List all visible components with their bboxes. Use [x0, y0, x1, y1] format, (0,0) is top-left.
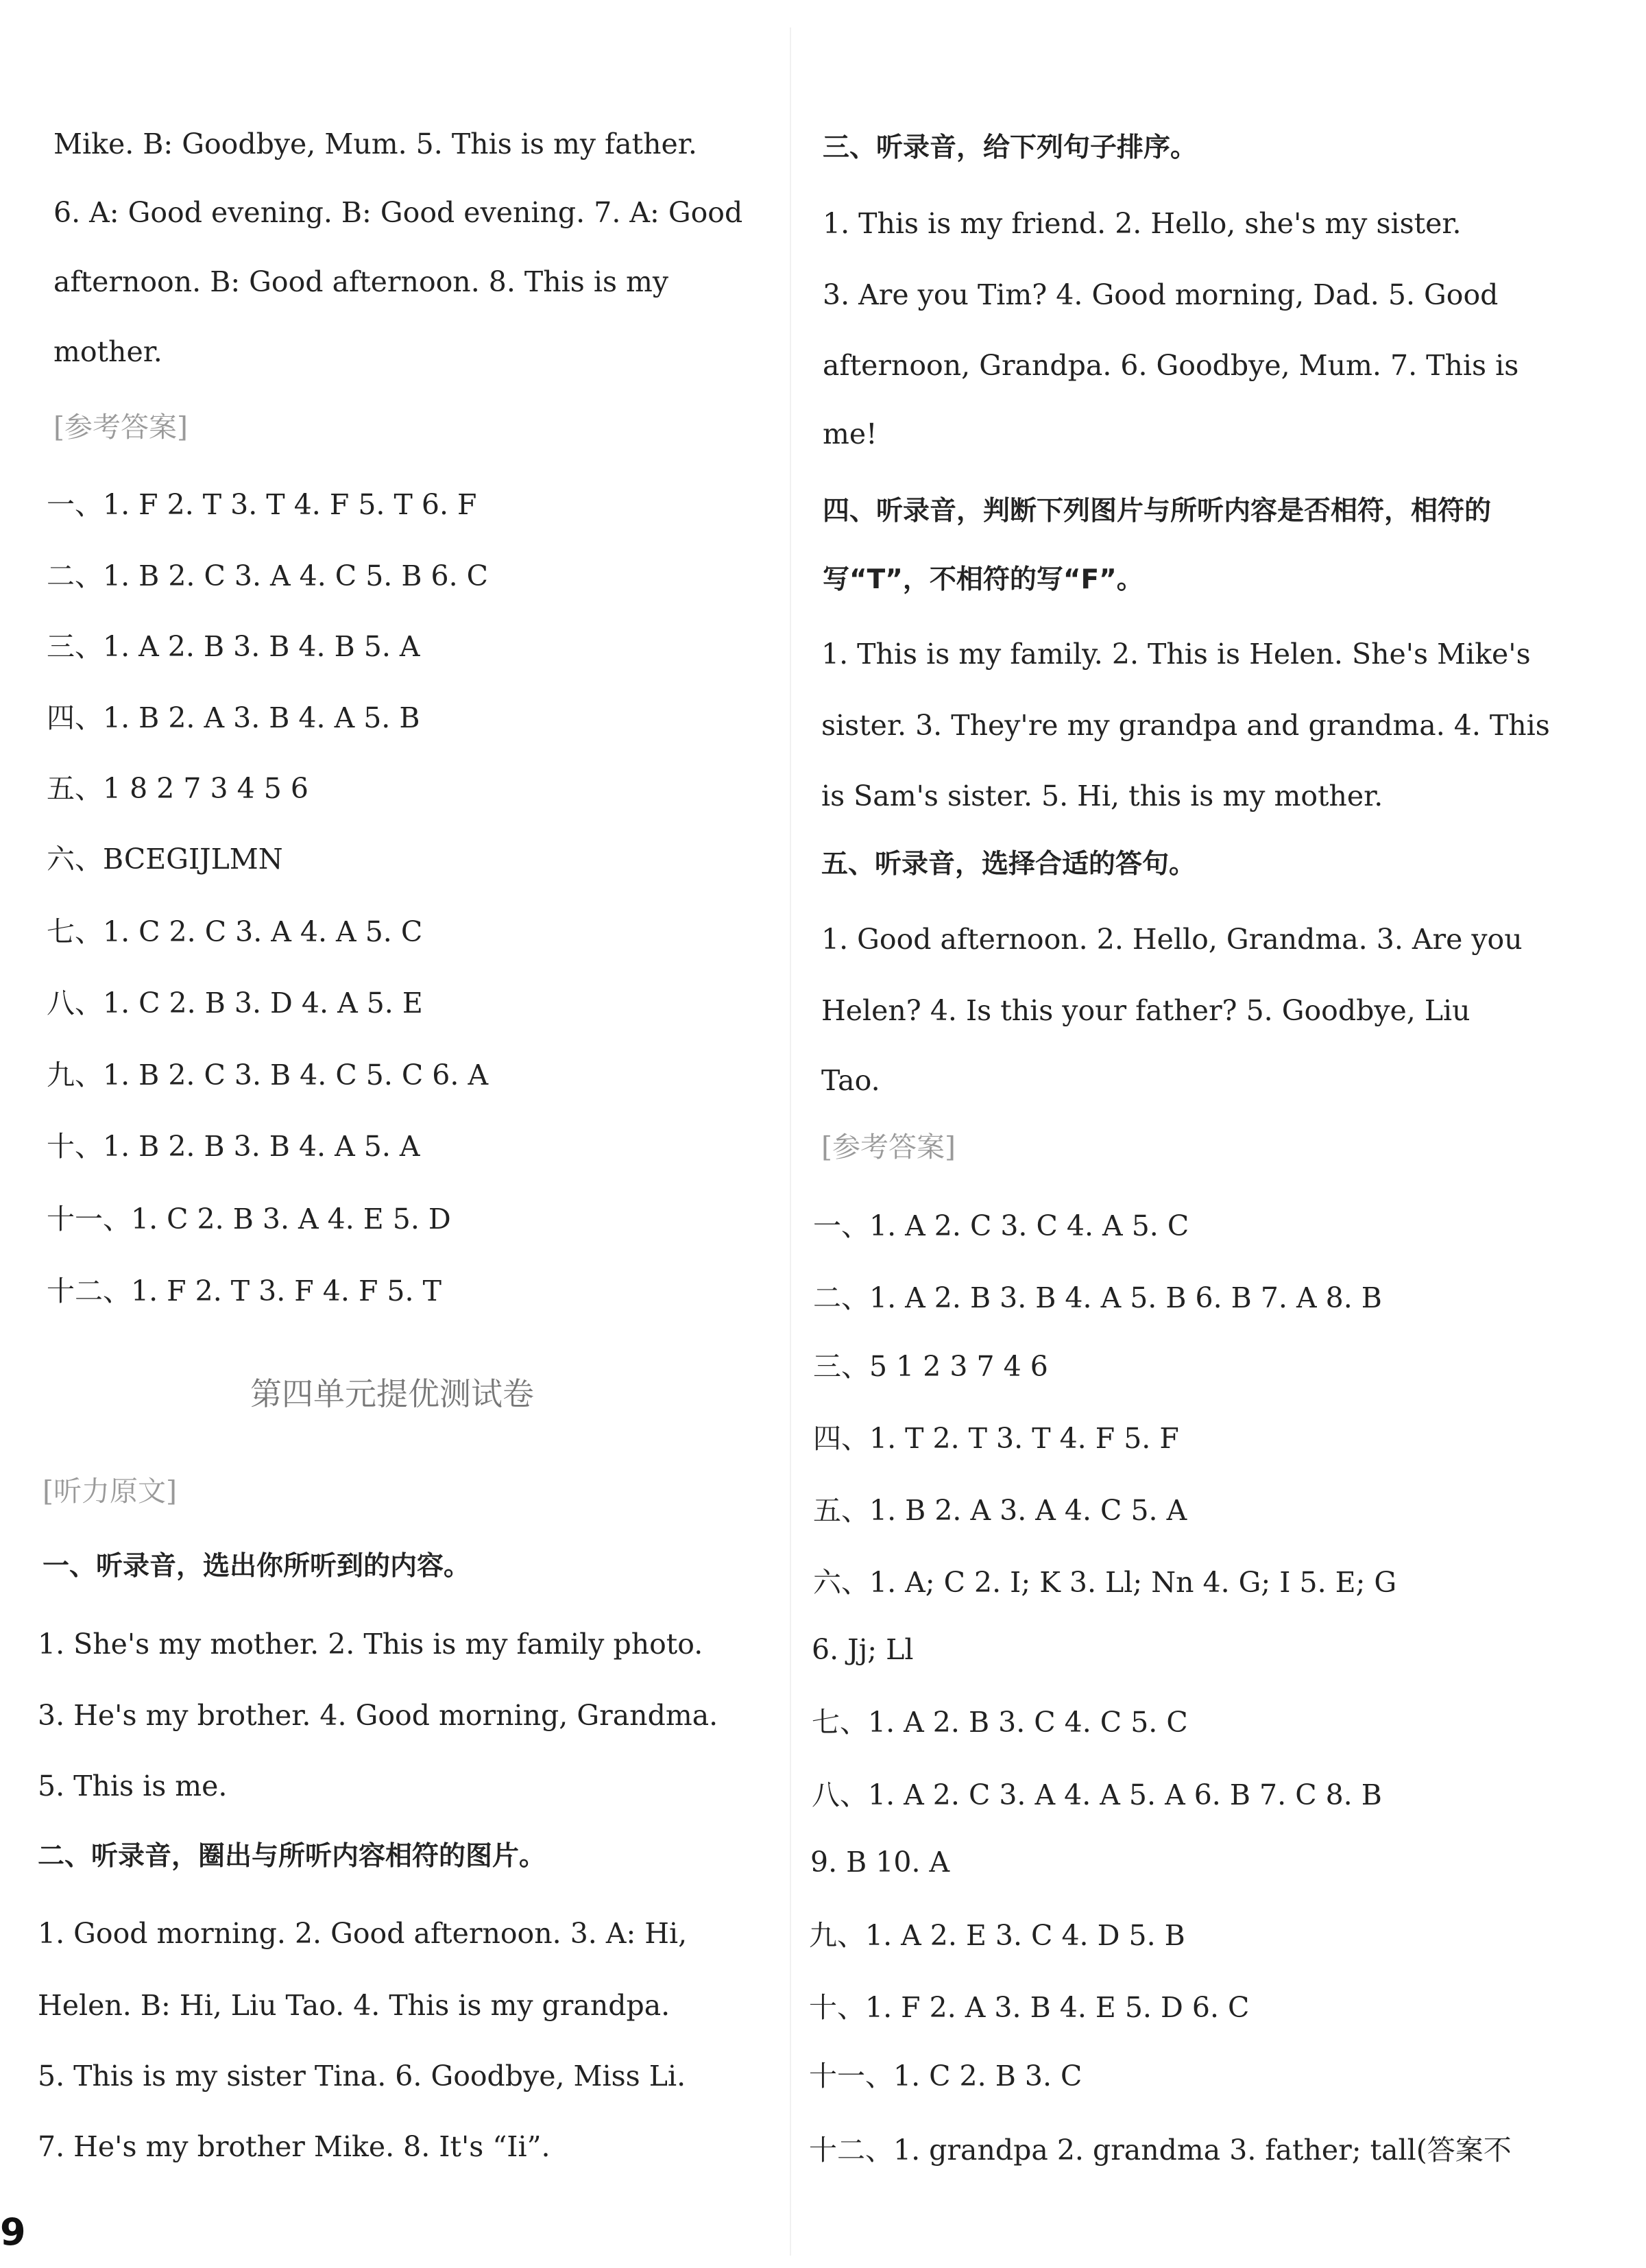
answer-line: 八、1. A 2. C 3. A 4. A 5. A 6. B 7. C 8. B — [812, 1778, 1382, 1811]
text-line: mother. — [53, 335, 162, 368]
text-line: is Sam's sister. 5. Hi, this is my mother. — [821, 780, 1383, 812]
section-title: 四、听录音，判断下列图片与所听内容是否相符，相符的 — [823, 496, 1492, 527]
section-title: 三、听录音，给下列句子排序。 — [823, 132, 1198, 163]
answer-line: 十一、1. C 2. B 3. A 4. E 5. D — [47, 1203, 451, 1235]
text-line: afternoon, Grandpa. 6. Goodbye, Mum. 7. This is — [823, 349, 1519, 382]
text-line: Tao. — [821, 1064, 880, 1097]
answer-line: 七、1. C 2. C 3. A 4. A 5. C — [47, 915, 423, 948]
answer-line: 十一、1. C 2. B 3. C — [809, 2060, 1082, 2092]
text-line: Mike. B: Goodbye, Mum. 5. This is my father. — [53, 128, 697, 160]
answer-line: 九、1. A 2. E 3. C 4. D 5. B — [809, 1919, 1185, 1952]
answer-line: 六、1. A; C 2. I; K 3. Ll; Nn 4. G; I 5. E; G — [813, 1566, 1397, 1599]
text-line: 1. She's my mother. 2. This is my family photo. — [38, 1628, 703, 1661]
answer-line: 十、1. B 2. B 3. B 4. A 5. A — [47, 1130, 420, 1163]
answer-line: 九、1. B 2. C 3. B 4. C 5. C 6. A — [47, 1059, 489, 1091]
text-line: 3. He's my brother. 4. Good morning, Grandma. — [38, 1699, 718, 1732]
answer-line: 三、1. A 2. B 3. B 4. B 5. A — [47, 630, 420, 663]
text-line: 3. Are you Tim? 4. Good morning, Dad. 5. Good — [823, 278, 1499, 311]
text-line: 7. He's my brother Mike. 8. It's “Ii”. — [38, 2130, 550, 2163]
text-line: 5. This is my sister Tina. 6. Goodbye, Miss Li. — [38, 2060, 686, 2092]
answer-line: 七、1. A 2. B 3. C 4. C 5. C — [812, 1706, 1188, 1739]
answer-line: 八、1. C 2. B 3. D 4. A 5. E — [47, 987, 423, 1020]
answer-line: 9. B 10. A — [810, 1846, 950, 1879]
section-title: 一、听录音，选出你所听到的内容。 — [43, 1551, 471, 1582]
unit-heading: 第四单元提优测试卷 — [250, 1375, 534, 1412]
answer-line: 四、1. T 2. T 3. T 4. F 5. F — [813, 1422, 1179, 1455]
answer-line: 一、1. F 2. T 3. T 4. F 5. T 6. F — [47, 488, 477, 521]
answer-line: 十二、1. grandpa 2. grandma 3. father; tall(答案不 — [809, 2134, 1512, 2167]
text-line: afternoon. B: Good afternoon. 8. This is my — [53, 265, 669, 298]
listening-script-tag: [听力原文] — [43, 1475, 177, 1508]
answer-key-tag: [参考答案] — [821, 1131, 956, 1163]
answer-line: 五、1 8 2 7 3 4 5 6 — [47, 772, 308, 805]
section-title: 写“T”，不相符的写“F”。 — [823, 564, 1143, 595]
column-divider — [790, 27, 791, 2256]
section-title: 五、听录音，选择合适的答句。 — [821, 849, 1196, 880]
text-line: sister. 3. They're my grandpa and grandma. 4. This — [821, 709, 1550, 742]
text-line: 6. A: Good evening. B: Good evening. 7. A: Good — [53, 196, 743, 229]
answer-line: 五、1. B 2. A 3. A 4. C 5. A — [813, 1494, 1187, 1527]
text-line: me! — [823, 418, 878, 450]
text-line: 1. Good morning. 2. Good afternoon. 3. A: Hi, — [38, 1917, 688, 1950]
answer-line: 六、BCEGIJLMN — [47, 843, 283, 876]
answer-key-tag: [参考答案] — [53, 411, 188, 444]
answer-line: 6. Jj; Ll — [812, 1633, 914, 1666]
answer-line: 二、1. A 2. B 3. B 4. A 5. B 6. B 7. A 8. B — [813, 1281, 1382, 1314]
answer-line: 十、1. F 2. A 3. B 4. E 5. D 6. C — [809, 1991, 1250, 2024]
answer-line: 十二、1. F 2. T 3. F 4. F 5. T — [47, 1275, 441, 1307]
answer-line: 二、1. B 2. C 3. A 4. C 5. B 6. C — [47, 559, 489, 592]
answer-line: 一、1. A 2. C 3. C 4. A 5. C — [813, 1209, 1189, 1242]
answer-line: 三、5 1 2 3 7 4 6 — [813, 1350, 1048, 1383]
answer-line: 四、1. B 2. A 3. B 4. A 5. B — [47, 701, 420, 734]
text-line: Helen? 4. Is this your father? 5. Goodbye, Liu — [821, 994, 1470, 1027]
section-title: 二、听录音，圈出与所听内容相符的图片。 — [38, 1841, 546, 1872]
text-line: 5. This is me. — [38, 1770, 228, 1802]
text-line: 1. Good afternoon. 2. Hello, Grandma. 3. Are you — [821, 923, 1523, 956]
text-line: 1. This is my friend. 2. Hello, she's my sister. — [823, 207, 1462, 240]
text-line: Helen. B: Hi, Liu Tao. 4. This is my grandpa. — [38, 1989, 670, 2022]
page-number: 9 — [0, 2210, 26, 2254]
text-line: 1. This is my family. 2. This is Helen. She's Mike's — [821, 638, 1531, 671]
